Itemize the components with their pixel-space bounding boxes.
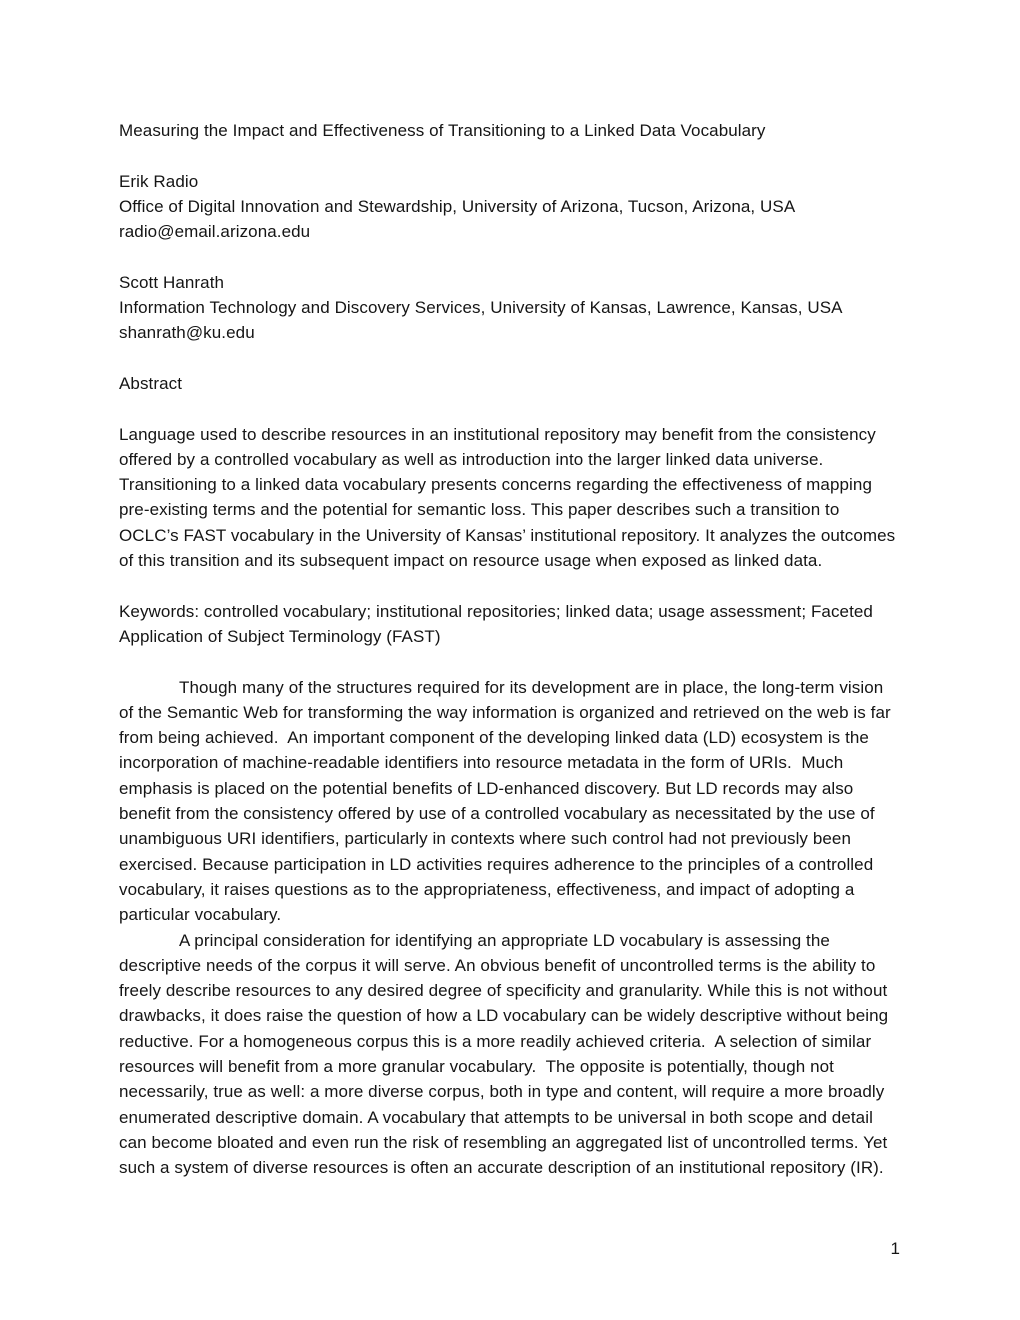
author-block-2 [119,270,901,346]
author-name: Erik Radio [119,171,199,191]
author-block-1 [119,169,901,245]
author-affiliation: Office of Digital Innovation and Stewardship, University of Arizona, Tucson, Arizona, USA [119,196,796,216]
page-title: Measuring the Impact and Effectiveness of Transitioning to a Linked Data Vocabulary [119,121,766,140]
author-name: Scott Hanrath [119,272,225,292]
page-number: 1 [890,1239,900,1258]
author-email: shanrath@ku.edu [119,323,255,343]
abstract-heading: Abstract [119,373,183,393]
keywords-paragraph: Keywords: controlled vocabulary; institutional repositories; linked data; usage assessment; Faceted Application of Subject Terminology (FAST) [119,601,877,646]
paper-title-block [119,118,901,143]
document-body [119,118,901,1180]
body-paragraph-2: A principal consideration for identifying an appropriate LD vocabulary is assessing the descriptive needs of the corpus it will serve. An obvious benefit of uncontrolled terms is the ability to freely describe resources to any desired degree of specificity and granularity. While this is not without drawbacks, it does raise the question of how a LD vocabulary can be widely descriptive without being reductive. For a homogeneous corpus this is a more readily achieved criteria. A selection of similar resources will benefit from a more granular vocabulary. The opposite is potentially, though not necessarily, true as well: a more diverse corpus, both in type and content, will require a more broadly enumerated descriptive domain. A vocabulary that attempts to be universal in both scope and detail can become bloated and even run the risk of resembling an aggregated list of uncontrolled terms. Yet such a system of diverse resources is often an accurate description of an institutional repository (IR). [119,930,894,1178]
abstract-paragraph: Language used to describe resources in an institutional repository may benefit from the consistency offered by a controlled vocabulary as well as introduction into the larger linked data universe. Transitioning to a linked data vocabulary presents concerns regarding the effectiveness of mapping pre-existing terms and the potential for semantic loss. This paper describes such a transition to OCLC’s FAST vocabulary in the University of Kansas’ institutional repository. It analyzes the outcomes of this transition and its subsequent impact on resource usage when exposed as linked data. [119,424,901,571]
author-affiliation: Information Technology and Discovery Services, University of Kansas, Lawrence, Kansas, USA [119,298,843,318]
author-email: radio@email.arizona.edu [119,222,311,242]
body-paragraph-1: Though many of the structures required for its development are in place, the long-term vision of the Semantic Web for transforming the way information is organized and retrieved on the web is far from being achieved. An important component of the developing linked data (LD) ecosystem is the incorporation of machine-readable identifiers into resource metadata in the form of URIs. Much emphasis is placed on the potential benefits of LD-enhanced discovery. But LD records may also benefit from the consistency offered by use of a controlled vocabulary as necessitated by the use of unambiguous URI identifiers, particularly in contexts where such control had not previously been exercised. Because participation in LD activities requires adherence to the principles of a controlled vocabulary, it raises questions as to the appropriateness, effectiveness, and impact of adopting a particular vocabulary. [119,677,896,925]
